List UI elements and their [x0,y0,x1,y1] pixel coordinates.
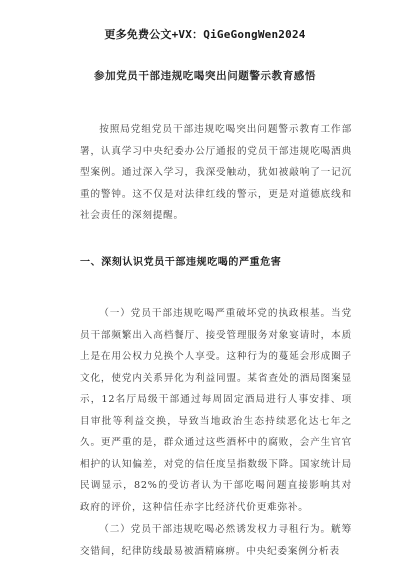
section1-point2-text: （二）党员干部违规吃喝必然诱发权力寻租行为。觥筹交错间，纪律防线最易被酒精麻痹。中央纪委案例分析表 [80,524,352,557]
document-title: 参加党员干部违规吃喝突出问题警示教育感悟 [94,70,316,82]
section1-point1-paragraph [80,303,352,518]
intro-paragraph [80,119,352,227]
section-heading-1: 一、深刻认识党员干部违规吃喝的严重危害 [80,257,282,268]
intro-paragraph-text: 按照局党组党员干部违规吃喝突出问题警示教育工作部署，认真学习中央纪委办公厅通报的党员干部违规吃喝酒典型案例。通过深入学习，我深受触动，犹如被敲响了一记沉重的警钟。这不仅是对法律红线的警示，更是对道德底线和社会责任的深刻提醒。 [80,124,352,221]
watermark-banner: 更多免费公文+VX：QiGeGongWen2024 [104,28,306,41]
section1-point1-text: （一）党员干部违规吃喝严重破坏党的执政根基。当党员干部频繁出入高档餐厅、接受管理服务对象宴请时，本质上是在用公权力兑换个人享受。这种行为的蔓延会形成圈子文化，使党内关系异化为利益同盟。某省查处的酒局图案显示，12名厅局级干部通过每周固定酒局进行人事安排、项目审批等利益交换，导致当地政治生态持续恶化达七年之久。更严重的是，群众通过这些酒杯中的腐败，会产生官官相护的认知偏差，对党的信任度呈指数级下降。国家统计局民调显示，82%的受访者认为干部吃喝问题直接影响其对政府的评价，这种信任赤字比经济代价更难弥补。 [80,308,352,513]
section1-point2-paragraph [80,519,352,562]
